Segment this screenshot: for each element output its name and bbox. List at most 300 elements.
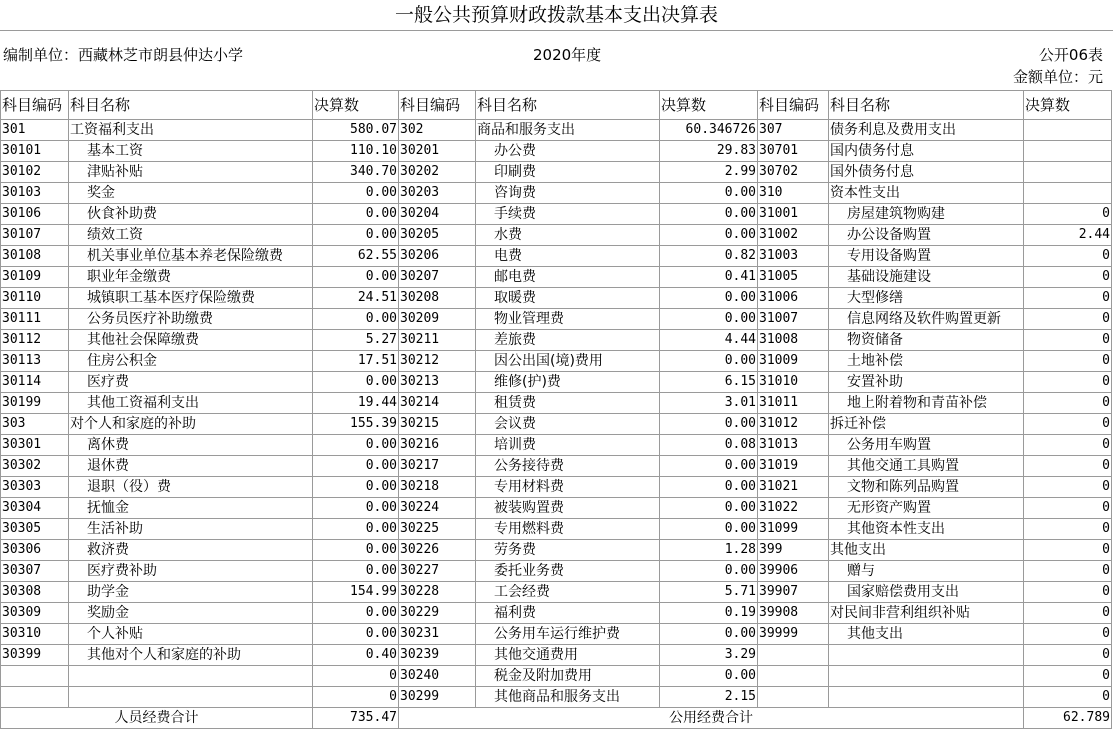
item-amount: 4.44 <box>660 330 758 351</box>
table-row <box>1 141 1112 162</box>
table-row <box>1 225 1112 246</box>
item-amount: 3.01 <box>660 393 758 414</box>
item-code: 31019 <box>758 456 829 477</box>
table-row <box>1 162 1112 183</box>
item-amount <box>1024 120 1112 141</box>
item-name: 商品和服务支出 <box>476 120 660 141</box>
item-code: 303 <box>1 414 69 435</box>
table-row <box>1 288 1112 309</box>
table-row <box>1 561 1112 582</box>
item-code: 30218 <box>399 477 476 498</box>
header-cell: 科目名称 <box>829 91 1024 120</box>
item-code: 30301 <box>1 435 69 456</box>
item-amount: 0.00 <box>660 183 758 204</box>
item-amount: 0 <box>313 666 399 687</box>
header-cell: 科目编码 <box>1 91 69 120</box>
item-code: 31003 <box>758 246 829 267</box>
item-name: 其他对个人和家庭的补助 <box>69 645 313 666</box>
personnel-total-value: 735.47 <box>313 708 399 729</box>
item-amount: 0.00 <box>313 477 399 498</box>
item-code <box>1 666 69 687</box>
item-amount: 0.00 <box>660 624 758 645</box>
item-name <box>69 687 313 708</box>
item-code: 399 <box>758 540 829 561</box>
item-name: 其他支出 <box>829 624 1024 645</box>
item-code: 30228 <box>399 582 476 603</box>
item-name <box>829 687 1024 708</box>
item-amount: 0 <box>1024 267 1112 288</box>
item-amount: 0 <box>1024 498 1112 519</box>
item-code: 30229 <box>399 603 476 624</box>
item-name: 福利费 <box>476 603 660 624</box>
item-amount: 0.41 <box>660 267 758 288</box>
item-name: 资本性支出 <box>829 183 1024 204</box>
item-code: 30208 <box>399 288 476 309</box>
item-code: 30217 <box>399 456 476 477</box>
item-amount: 0 <box>1024 645 1112 666</box>
table-row <box>1 477 1112 498</box>
item-name: 印刷费 <box>476 162 660 183</box>
item-code: 30224 <box>399 498 476 519</box>
item-amount: 3.29 <box>660 645 758 666</box>
item-code: 30111 <box>1 309 69 330</box>
item-amount: 580.07 <box>313 120 399 141</box>
item-code: 31006 <box>758 288 829 309</box>
item-code: 30211 <box>399 330 476 351</box>
item-amount: 62.55 <box>313 246 399 267</box>
item-code: 31022 <box>758 498 829 519</box>
item-code: 30216 <box>399 435 476 456</box>
item-amount <box>1024 183 1112 204</box>
item-amount: 0 <box>1024 477 1112 498</box>
header-cell: 决算数 <box>660 91 758 120</box>
item-amount: 0.00 <box>313 204 399 225</box>
item-name: 退职（役）费 <box>69 477 313 498</box>
item-name: 因公出国(境)费用 <box>476 351 660 372</box>
item-code: 30204 <box>399 204 476 225</box>
item-code: 30201 <box>399 141 476 162</box>
item-amount: 0.00 <box>660 309 758 330</box>
item-code: 31013 <box>758 435 829 456</box>
item-name: 工资福利支出 <box>69 120 313 141</box>
item-name: 房屋建筑物购建 <box>829 204 1024 225</box>
item-name: 机关事业单位基本养老保险缴费 <box>69 246 313 267</box>
item-code: 30215 <box>399 414 476 435</box>
item-name: 其他商品和服务支出 <box>476 687 660 708</box>
item-code: 30108 <box>1 246 69 267</box>
item-name: 邮电费 <box>476 267 660 288</box>
item-name: 无形资产购置 <box>829 498 1024 519</box>
item-code: 30225 <box>399 519 476 540</box>
item-name: 国外债务付息 <box>829 162 1024 183</box>
item-name: 助学金 <box>69 582 313 603</box>
item-amount: 0.00 <box>660 498 758 519</box>
item-amount: 29.83 <box>660 141 758 162</box>
item-name: 会议费 <box>476 414 660 435</box>
item-amount: 0 <box>1024 393 1112 414</box>
item-amount: 0.00 <box>313 561 399 582</box>
item-name: 其他社会保障缴费 <box>69 330 313 351</box>
item-amount: 19.44 <box>313 393 399 414</box>
item-code: 39906 <box>758 561 829 582</box>
report-title: 一般公共预算财政拨款基本支出决算表 <box>0 0 1113 31</box>
item-amount: 0.00 <box>660 519 758 540</box>
item-code: 30231 <box>399 624 476 645</box>
item-code: 30109 <box>1 267 69 288</box>
item-code: 30214 <box>399 393 476 414</box>
item-name <box>829 666 1024 687</box>
item-code: 31008 <box>758 330 829 351</box>
item-name: 住房公积金 <box>69 351 313 372</box>
item-name: 差旅费 <box>476 330 660 351</box>
item-name: 文物和陈列品购置 <box>829 477 1024 498</box>
item-name: 其他交通工具购置 <box>829 456 1024 477</box>
table-row <box>1 183 1112 204</box>
item-name: 公务用车运行维护费 <box>476 624 660 645</box>
item-name: 取暖费 <box>476 288 660 309</box>
expenditure-table <box>0 90 1112 729</box>
item-amount: 0.00 <box>313 225 399 246</box>
personnel-total-label: 人员经费合计 <box>1 708 313 729</box>
item-name: 地上附着物和青苗补偿 <box>829 393 1024 414</box>
item-name: 信息网络及软件购置更新 <box>829 309 1024 330</box>
item-name: 基础设施建设 <box>829 267 1024 288</box>
item-code: 30304 <box>1 498 69 519</box>
item-name: 退休费 <box>69 456 313 477</box>
item-name: 医疗费 <box>69 372 313 393</box>
table-number: 公开06表 <box>1038 46 1103 64</box>
item-code <box>758 666 829 687</box>
item-amount: 0 <box>1024 330 1112 351</box>
item-name: 土地补偿 <box>829 351 1024 372</box>
item-amount: 2.99 <box>660 162 758 183</box>
header-cell: 科目编码 <box>399 91 476 120</box>
item-name: 生活补助 <box>69 519 313 540</box>
item-code: 307 <box>758 120 829 141</box>
item-code: 30303 <box>1 477 69 498</box>
item-amount: 0 <box>1024 435 1112 456</box>
item-code: 30399 <box>1 645 69 666</box>
item-amount: 0 <box>1024 687 1112 708</box>
table-row <box>1 519 1112 540</box>
item-amount: 0.00 <box>313 435 399 456</box>
totals-row <box>1 708 1112 729</box>
item-name: 培训费 <box>476 435 660 456</box>
item-code: 310 <box>758 183 829 204</box>
item-amount: 0.00 <box>660 666 758 687</box>
item-name: 个人补贴 <box>69 624 313 645</box>
item-name: 国内债务付息 <box>829 141 1024 162</box>
amount-unit: 金额单位：元 <box>1012 68 1103 86</box>
item-code: 302 <box>399 120 476 141</box>
item-name: 办公费 <box>476 141 660 162</box>
table-row <box>1 414 1112 435</box>
item-code: 31099 <box>758 519 829 540</box>
item-name: 被装购置费 <box>476 498 660 519</box>
item-code: 30107 <box>1 225 69 246</box>
item-amount: 0 <box>1024 624 1112 645</box>
item-amount: 0.00 <box>660 204 758 225</box>
table-row <box>1 246 1112 267</box>
item-name: 咨询费 <box>476 183 660 204</box>
item-amount: 0 <box>1024 288 1112 309</box>
item-amount <box>1024 162 1112 183</box>
item-name: 租赁费 <box>476 393 660 414</box>
item-name: 城镇职工基本医疗保险缴费 <box>69 288 313 309</box>
item-amount: 0 <box>1024 456 1112 477</box>
item-name: 税金及附加费用 <box>476 666 660 687</box>
item-code: 31011 <box>758 393 829 414</box>
item-code: 30203 <box>399 183 476 204</box>
item-code: 30701 <box>758 141 829 162</box>
item-name: 伙食补助费 <box>69 204 313 225</box>
item-code: 31012 <box>758 414 829 435</box>
item-name: 物资储备 <box>829 330 1024 351</box>
item-name: 委托业务费 <box>476 561 660 582</box>
item-amount: 0.00 <box>313 624 399 645</box>
table-row <box>1 204 1112 225</box>
header-row <box>1 91 1112 120</box>
item-code: 30212 <box>399 351 476 372</box>
item-amount: 2.15 <box>660 687 758 708</box>
table-row <box>1 330 1112 351</box>
item-amount: 6.15 <box>660 372 758 393</box>
item-code: 30113 <box>1 351 69 372</box>
item-code: 30309 <box>1 603 69 624</box>
table-row <box>1 435 1112 456</box>
item-amount: 5.71 <box>660 582 758 603</box>
item-amount: 0.00 <box>660 225 758 246</box>
item-amount: 0 <box>1024 519 1112 540</box>
item-code <box>1 687 69 708</box>
item-code: 39908 <box>758 603 829 624</box>
item-name: 债务利息及费用支出 <box>829 120 1024 141</box>
item-code: 30102 <box>1 162 69 183</box>
item-name: 公务员医疗补助缴费 <box>69 309 313 330</box>
header-cell: 决算数 <box>1024 91 1112 120</box>
item-code: 30206 <box>399 246 476 267</box>
item-amount: 0.82 <box>660 246 758 267</box>
item-amount: 0 <box>1024 582 1112 603</box>
item-amount: 155.39 <box>313 414 399 435</box>
item-code: 31009 <box>758 351 829 372</box>
item-name: 职业年金缴费 <box>69 267 313 288</box>
item-amount: 0 <box>1024 204 1112 225</box>
item-name: 离休费 <box>69 435 313 456</box>
table-row <box>1 687 1112 708</box>
item-code: 30101 <box>1 141 69 162</box>
org-name: 编制单位：西藏林芝市朗县仲达小学 <box>3 46 244 64</box>
item-amount: 0.00 <box>313 498 399 519</box>
table-row <box>1 582 1112 603</box>
table-row <box>1 624 1112 645</box>
item-amount: 0.00 <box>313 519 399 540</box>
header-cell: 科目编码 <box>758 91 829 120</box>
item-name: 绩效工资 <box>69 225 313 246</box>
item-code: 30302 <box>1 456 69 477</box>
table-row <box>1 498 1112 519</box>
item-code: 301 <box>1 120 69 141</box>
item-amount: 0 <box>1024 540 1112 561</box>
item-name: 赠与 <box>829 561 1024 582</box>
item-code: 30106 <box>1 204 69 225</box>
item-code: 30306 <box>1 540 69 561</box>
table-row <box>1 393 1112 414</box>
public-total-label: 公用经费合计 <box>399 708 1024 729</box>
item-name: 公务接待费 <box>476 456 660 477</box>
item-amount: 0 <box>1024 414 1112 435</box>
item-name: 津贴补贴 <box>69 162 313 183</box>
item-code: 39907 <box>758 582 829 603</box>
item-name: 对个人和家庭的补助 <box>69 414 313 435</box>
item-code: 30239 <box>399 645 476 666</box>
item-name: 维修(护)费 <box>476 372 660 393</box>
item-code: 30199 <box>1 393 69 414</box>
table-row <box>1 645 1112 666</box>
item-code: 30202 <box>399 162 476 183</box>
item-name: 专用燃料费 <box>476 519 660 540</box>
item-name: 奖金 <box>69 183 313 204</box>
item-name: 对民间非营利组织补贴 <box>829 603 1024 624</box>
item-amount: 154.99 <box>313 582 399 603</box>
item-name: 专用设备购置 <box>829 246 1024 267</box>
item-code: 30207 <box>399 267 476 288</box>
item-code <box>758 645 829 666</box>
item-name: 其他支出 <box>829 540 1024 561</box>
table-row <box>1 540 1112 561</box>
item-amount: 0.19 <box>660 603 758 624</box>
report-year: 2020年度 <box>533 46 602 64</box>
item-name: 其他资本性支出 <box>829 519 1024 540</box>
item-code: 31002 <box>758 225 829 246</box>
item-amount: 0 <box>313 687 399 708</box>
item-name: 奖励金 <box>69 603 313 624</box>
item-amount: 0.00 <box>660 351 758 372</box>
item-name: 拆迁补偿 <box>829 414 1024 435</box>
item-code: 30110 <box>1 288 69 309</box>
item-name: 电费 <box>476 246 660 267</box>
item-code <box>758 687 829 708</box>
item-amount: 0 <box>1024 666 1112 687</box>
item-amount: 0.00 <box>313 267 399 288</box>
item-code: 30209 <box>399 309 476 330</box>
item-name: 抚恤金 <box>69 498 313 519</box>
item-code: 30240 <box>399 666 476 687</box>
item-amount: 5.27 <box>313 330 399 351</box>
item-amount: 0.00 <box>313 372 399 393</box>
item-code: 30308 <box>1 582 69 603</box>
item-amount: 0 <box>1024 309 1112 330</box>
table-row <box>1 351 1112 372</box>
item-code: 30205 <box>399 225 476 246</box>
item-code: 30299 <box>399 687 476 708</box>
item-amount: 0.00 <box>660 477 758 498</box>
table-row <box>1 456 1112 477</box>
item-amount: 17.51 <box>313 351 399 372</box>
item-name: 安置补助 <box>829 372 1024 393</box>
item-amount: 0.00 <box>313 183 399 204</box>
public-total-value: 62.789 <box>1024 708 1112 729</box>
item-name <box>829 645 1024 666</box>
item-amount: 2.44 <box>1024 225 1112 246</box>
item-code: 30307 <box>1 561 69 582</box>
table-row <box>1 309 1112 330</box>
item-amount: 0 <box>1024 372 1112 393</box>
item-code: 31010 <box>758 372 829 393</box>
item-code: 30114 <box>1 372 69 393</box>
item-name: 其他交通费用 <box>476 645 660 666</box>
item-amount: 0.40 <box>313 645 399 666</box>
item-name: 手续费 <box>476 204 660 225</box>
table-row <box>1 120 1112 141</box>
item-amount: 0.00 <box>660 456 758 477</box>
table-row <box>1 666 1112 687</box>
item-code: 30103 <box>1 183 69 204</box>
item-name: 其他工资福利支出 <box>69 393 313 414</box>
table-row <box>1 267 1112 288</box>
item-amount: 0.00 <box>660 288 758 309</box>
header-cell: 决算数 <box>313 91 399 120</box>
item-name <box>69 666 313 687</box>
item-amount: 0.00 <box>660 561 758 582</box>
item-amount: 0 <box>1024 561 1112 582</box>
item-amount: 0.08 <box>660 435 758 456</box>
item-code: 30213 <box>399 372 476 393</box>
item-amount: 110.10 <box>313 141 399 162</box>
item-name: 救济费 <box>69 540 313 561</box>
item-amount: 340.70 <box>313 162 399 183</box>
item-name: 水费 <box>476 225 660 246</box>
item-name: 劳务费 <box>476 540 660 561</box>
item-amount: 0.00 <box>660 414 758 435</box>
item-name: 公务用车购置 <box>829 435 1024 456</box>
item-code: 30702 <box>758 162 829 183</box>
item-name: 医疗费补助 <box>69 561 313 582</box>
header-cell: 科目名称 <box>476 91 660 120</box>
item-code: 30112 <box>1 330 69 351</box>
item-name: 办公设备购置 <box>829 225 1024 246</box>
item-amount: 1.28 <box>660 540 758 561</box>
item-code: 30305 <box>1 519 69 540</box>
item-code: 30227 <box>399 561 476 582</box>
item-amount: 0.00 <box>313 540 399 561</box>
item-amount: 0 <box>1024 351 1112 372</box>
item-code: 31007 <box>758 309 829 330</box>
item-name: 国家赔偿费用支出 <box>829 582 1024 603</box>
item-amount: 0.00 <box>313 309 399 330</box>
item-name: 工会经费 <box>476 582 660 603</box>
item-amount: 0 <box>1024 246 1112 267</box>
item-name: 基本工资 <box>69 141 313 162</box>
item-amount: 0.00 <box>313 603 399 624</box>
table-row <box>1 603 1112 624</box>
item-amount <box>1024 141 1112 162</box>
table-row <box>1 372 1112 393</box>
item-name: 专用材料费 <box>476 477 660 498</box>
item-code: 30310 <box>1 624 69 645</box>
item-code: 31001 <box>758 204 829 225</box>
item-code: 39999 <box>758 624 829 645</box>
header-cell: 科目名称 <box>69 91 313 120</box>
item-name: 物业管理费 <box>476 309 660 330</box>
item-code: 31005 <box>758 267 829 288</box>
item-amount: 0 <box>1024 603 1112 624</box>
item-amount: 24.51 <box>313 288 399 309</box>
item-code: 30226 <box>399 540 476 561</box>
item-amount: 0.00 <box>313 456 399 477</box>
item-amount: 60.346726 <box>660 120 758 141</box>
item-code: 31021 <box>758 477 829 498</box>
